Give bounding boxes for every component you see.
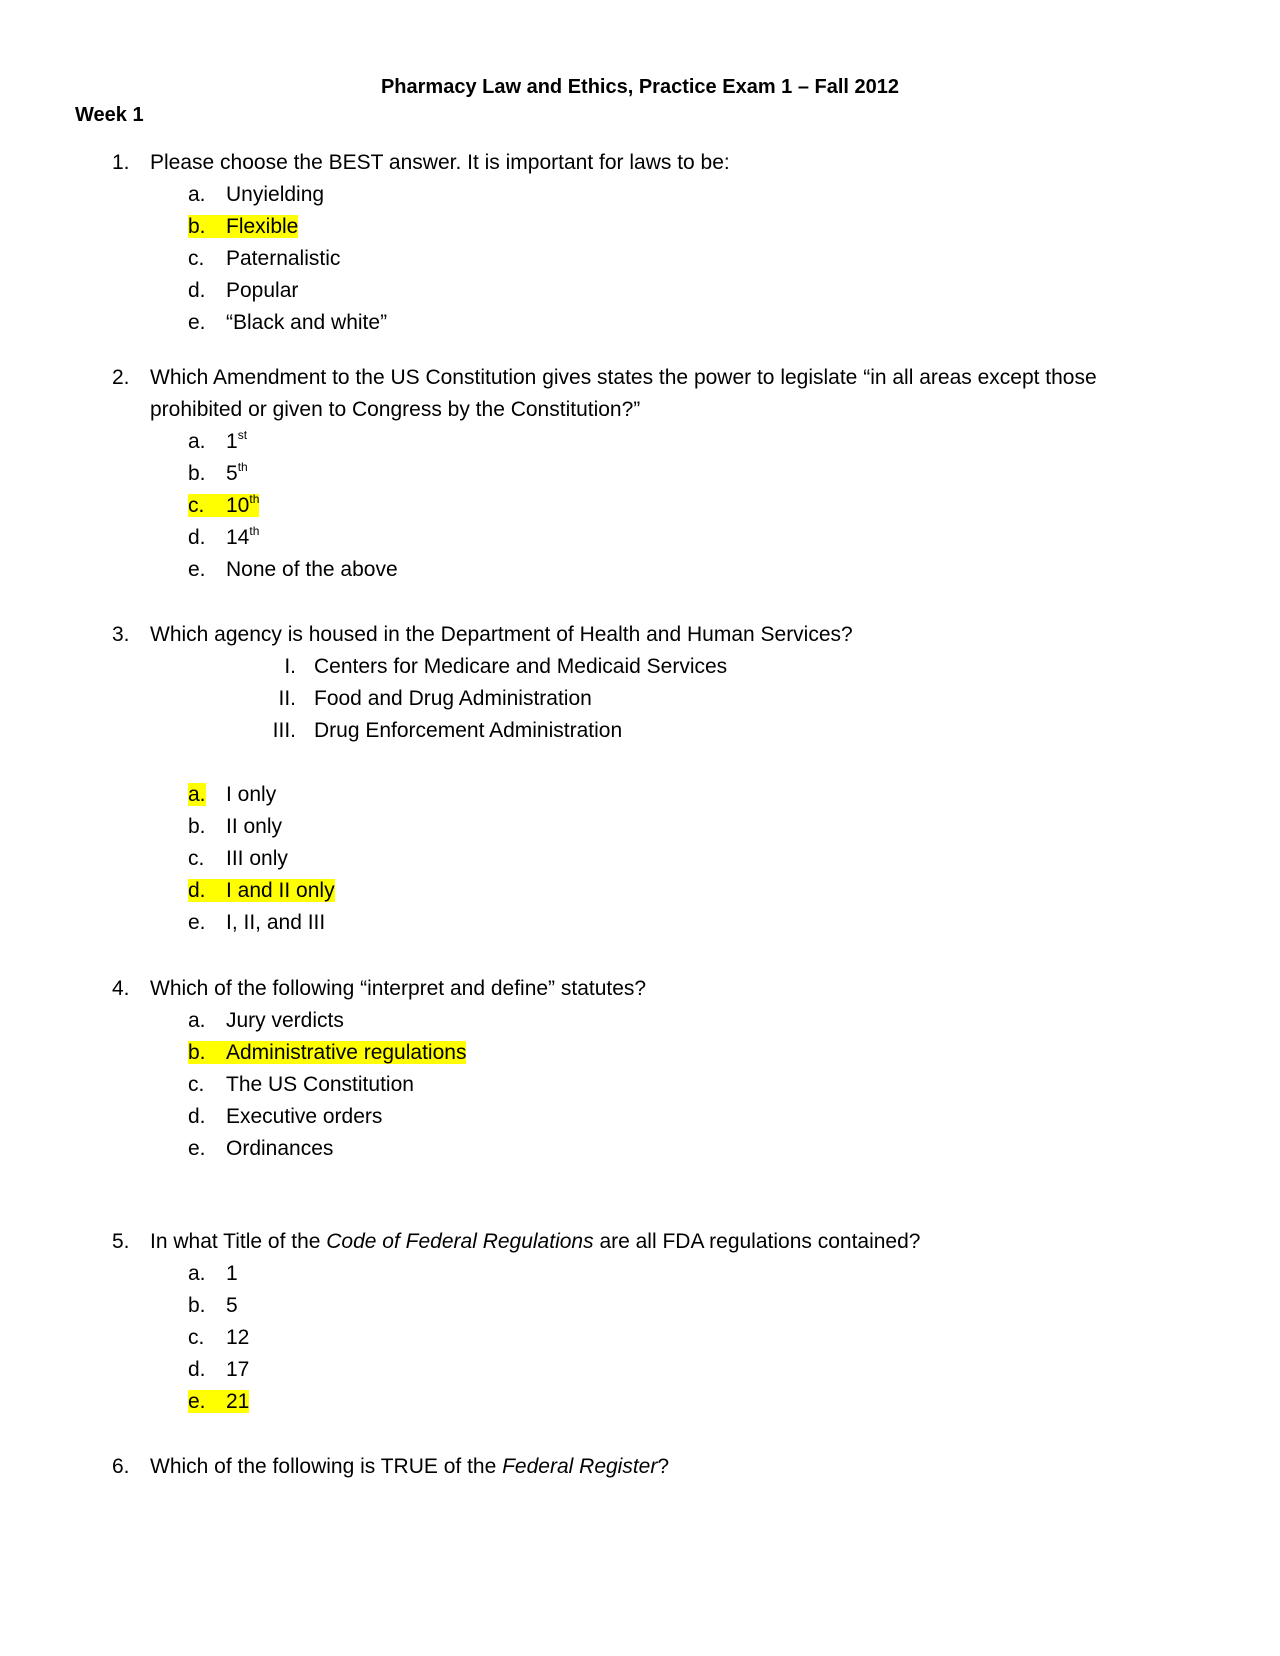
option-d-correct: [112, 875, 1152, 907]
option-b: b. 5: [188, 1294, 238, 1317]
option-label: a. Unyielding: [188, 183, 325, 206]
option-a: [112, 179, 1152, 211]
highlighted-answer: c. 10th: [188, 492, 260, 517]
question-number: 6.: [112, 1455, 130, 1478]
question-1: [112, 147, 1152, 339]
question-5: [112, 1226, 1152, 1418]
highlighted-answer: b. Flexible: [188, 215, 299, 238]
answer-options: [112, 426, 1152, 586]
question-number: 3.: [112, 623, 130, 646]
answer-options: [112, 1258, 1152, 1418]
option-d: d. Popular: [188, 279, 299, 302]
option-b: b. II only: [188, 815, 283, 838]
answer-options: [112, 779, 1152, 939]
highlighted-label: a.: [188, 783, 206, 806]
option-e-correct: [112, 1386, 1152, 1418]
statement-ii: II. Food and Drug Administration: [278, 687, 592, 710]
answer-options: [112, 1005, 1152, 1165]
option-a: a. 1st: [188, 428, 248, 453]
option-c: c. Paternalistic: [188, 247, 341, 270]
option-a-marked: a. I only: [188, 783, 277, 806]
question-6: [112, 1451, 1152, 1483]
question-text: Please choose the BEST answer. It is important for laws to be:: [150, 151, 730, 174]
document-title: Pharmacy Law and Ethics, Practice Exam 1 – Fall 2012: [380, 76, 900, 98]
question-number: 2.: [112, 366, 130, 389]
option-c: c. III only: [188, 847, 288, 870]
highlighted-answer: e. 21: [188, 1390, 250, 1413]
option-b-correct: [112, 1037, 1152, 1069]
question-3: [112, 619, 1152, 939]
statement-i: I. Centers for Medicare and Medicaid Services: [284, 655, 728, 678]
question-4: [112, 973, 1152, 1165]
option-e: e. Ordinances: [188, 1137, 334, 1160]
question-2: [112, 362, 1152, 586]
roman-statements: [112, 651, 1152, 747]
option-a: a. Jury verdicts: [188, 1009, 344, 1032]
option-c-correct: [112, 490, 1152, 522]
question-text: Which Amendment to the US Constitution gives states the power to legislate “in all areas except those prohibited or given to Congress by the Constitution?”: [150, 366, 1097, 421]
option-e: e. None of the above: [188, 558, 398, 581]
question-number: 5.: [112, 1230, 130, 1253]
option-b: b. 5th: [188, 460, 248, 485]
option-b-correct: [112, 211, 1152, 243]
option-c: c. 12: [188, 1326, 250, 1349]
option-d: d. 17: [188, 1358, 250, 1381]
option-e: e. I, II, and III: [188, 911, 326, 934]
question-text: Which of the following is TRUE of the Federal Register?: [150, 1455, 670, 1478]
option-a: a. 1: [188, 1262, 238, 1285]
answer-options: [112, 179, 1152, 339]
option-d: d. 14th: [188, 524, 260, 549]
statement-iii: III. Drug Enforcement Administration: [272, 719, 623, 742]
option-c: c. The US Constitution: [188, 1073, 414, 1096]
option-d: d. Executive orders: [188, 1105, 383, 1128]
option-e: e. “Black and white”: [188, 311, 388, 334]
question-text: Which agency is housed in the Department of Health and Human Services?: [150, 623, 853, 646]
highlighted-answer: d. I and II only: [188, 879, 335, 902]
question-number: 1.: [112, 151, 130, 174]
question-text: In what Title of the Code of Federal Regulations are all FDA regulations contained?: [150, 1230, 921, 1253]
question-text: Which of the following “interpret and define” statutes?: [150, 977, 647, 1000]
question-number: 4.: [112, 977, 130, 1000]
highlighted-answer: b. Administrative regulations: [188, 1041, 467, 1064]
week-heading: Week 1: [75, 104, 144, 126]
